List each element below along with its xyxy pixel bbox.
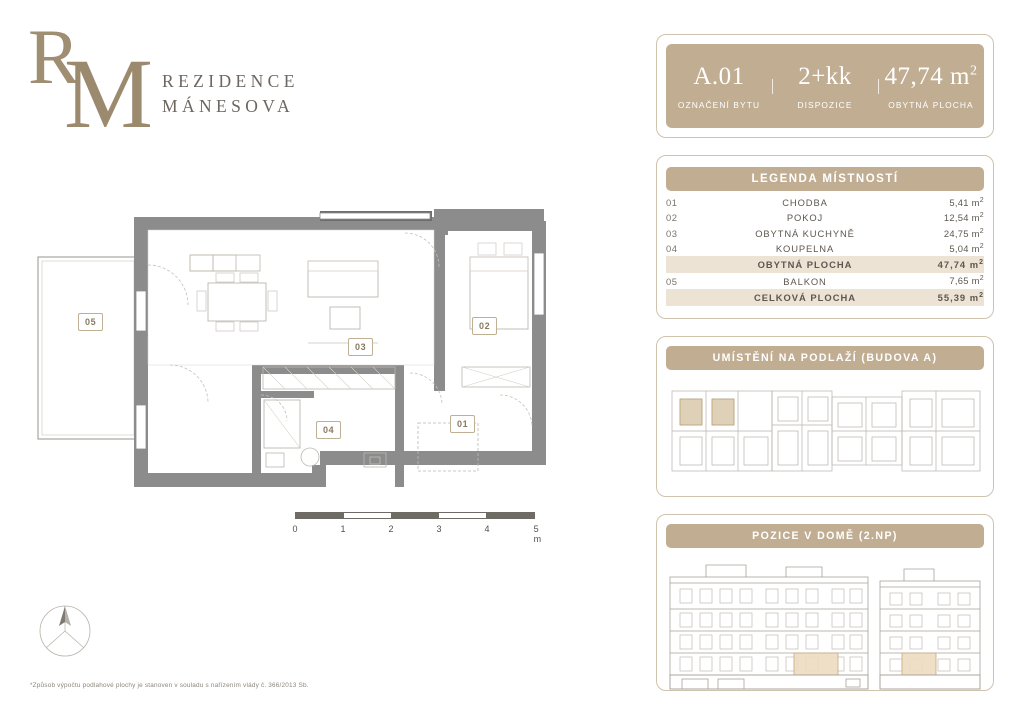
scale-label: 0	[292, 524, 298, 534]
house-position-panel	[656, 514, 994, 691]
legend-number: 04	[666, 243, 678, 255]
legend-room-name: CHODBA	[782, 197, 828, 209]
legend-area: 5,04 $m^2$	[949, 243, 984, 255]
legend-number	[666, 256, 704, 273]
legend-room-name: BALKON	[783, 275, 827, 287]
unit-layout-cell	[772, 63, 878, 110]
legend-area: 24,75 $m^2$	[943, 227, 984, 239]
legend-area-value: 7,65	[949, 275, 969, 287]
unit-area-number: 47,74 m	[884, 62, 970, 90]
scale-bar	[292, 512, 542, 544]
room-legend-table	[666, 195, 984, 306]
legend-number: 01	[666, 197, 678, 209]
monogram-letter-m: M	[64, 38, 147, 149]
unit-area-exponent: 2	[969, 63, 978, 79]
scale-segment	[391, 513, 439, 518]
legend-area: 55,39 $m^2$	[906, 289, 984, 306]
legend-area: 47,74 $m^2$	[906, 256, 984, 273]
table-row-summary	[666, 289, 984, 306]
table-row	[666, 195, 984, 210]
legend-area-value: 24,75	[943, 227, 969, 239]
legend-area-value: 55,39	[937, 291, 967, 303]
legend-area-value: 5,41	[949, 197, 969, 209]
monogram-icon	[28, 13, 147, 149]
scale-segment	[486, 513, 534, 518]
table-row	[666, 273, 984, 288]
legend-area: 7,65 $m^2$	[949, 275, 984, 287]
legend-room-name: OBYTNÁ PLOCHA	[704, 256, 906, 273]
legend-area-exponent: 2	[979, 291, 984, 299]
info-column	[656, 34, 994, 691]
legend-number: 05	[666, 275, 678, 287]
scale-label: 4	[484, 524, 490, 534]
unit-id-cell	[666, 63, 772, 110]
floor-location-title: UMÍSTĚNÍ NA PODLAŽÍ (BUDOVA A)	[666, 346, 984, 370]
legend-area-exponent: 2	[979, 197, 984, 205]
footnote: *Způsob výpočtu podlahové plochy je stanoven v souladu s nařízením vlády č. 366/2013 Sb.	[30, 682, 309, 689]
brand-name	[162, 69, 299, 120]
house-position-diagram	[666, 557, 984, 691]
scale-labels	[292, 524, 542, 544]
unit-id-value: A.01	[693, 62, 745, 90]
legend-area-value: 47,74	[937, 259, 967, 271]
unit-summary-inner	[666, 44, 984, 128]
legend-room-name: POKOJ	[786, 212, 824, 224]
legend-number: 03	[666, 227, 678, 239]
legend-room-name: KOUPELNA	[775, 243, 835, 255]
brand-line-2: MÁNESOVA	[162, 96, 295, 116]
monogram-letter-r: R	[28, 13, 75, 100]
legend-area: 12,54 $m^2$	[943, 212, 984, 224]
table-row	[666, 241, 984, 256]
table-row	[666, 210, 984, 225]
room-legend-panel	[656, 155, 994, 319]
house-position-title: POZICE V DOMĚ (2.NP)	[666, 524, 984, 548]
legend-area-exponent: 2	[979, 212, 984, 220]
legend-area-value: 5,04	[949, 243, 969, 255]
legend-area-exponent: 2	[979, 227, 984, 235]
brand-logo	[28, 13, 299, 149]
unit-id-label: OZNAČENÍ BYTU	[677, 99, 761, 110]
room-tag-02: 02	[472, 317, 497, 335]
unit-layout-value: 2+kk	[798, 62, 852, 90]
table-row-summary	[666, 256, 984, 273]
unit-summary-panel	[656, 34, 994, 138]
legend-area-value: 12,54	[943, 212, 969, 224]
room-tag-04: 04	[316, 421, 341, 439]
unit-area-cell	[878, 63, 984, 110]
floor-location-panel	[656, 336, 994, 497]
legend-area: 5,41 $m^2$	[949, 197, 984, 209]
compass-icon	[34, 600, 96, 662]
floor-plan-svg	[20, 195, 620, 515]
legend-number: 02	[666, 212, 678, 224]
scale-segment	[296, 513, 344, 518]
legend-area-exponent: 2	[979, 243, 984, 251]
scale-segment	[439, 513, 487, 518]
legend-area-exponent: 2	[979, 259, 984, 267]
scale-label: 5 m	[533, 524, 542, 544]
unit-layout-label: DISPOZICE	[797, 99, 853, 110]
room-tag-03: 03	[348, 338, 373, 356]
floor-location-diagram	[666, 377, 984, 487]
unit-area-value	[882, 63, 980, 91]
scale-label: 3	[436, 524, 442, 534]
brand-line-1: REZIDENCE	[162, 70, 299, 91]
scale-label: 2	[388, 524, 394, 534]
room-tag-01: 01	[450, 415, 475, 433]
room-legend-title: LEGENDA MÍSTNOSTÍ	[666, 167, 984, 191]
scale-segment	[344, 513, 392, 518]
room-tag-05: 05	[78, 313, 103, 331]
floor-plan-drawing	[20, 195, 620, 515]
table-row	[666, 226, 984, 241]
unit-area-label: OBYTNÁ PLOCHA	[888, 99, 974, 110]
legend-area-exponent: 2	[979, 275, 984, 283]
legend-room-name: CELKOVÁ PLOCHA	[704, 289, 906, 306]
legend-room-name: OBYTNÁ KUCHYNĚ	[755, 227, 855, 239]
legend-number	[666, 289, 704, 306]
scale-bar-graphic	[295, 512, 535, 519]
scale-label: 1	[340, 524, 346, 534]
